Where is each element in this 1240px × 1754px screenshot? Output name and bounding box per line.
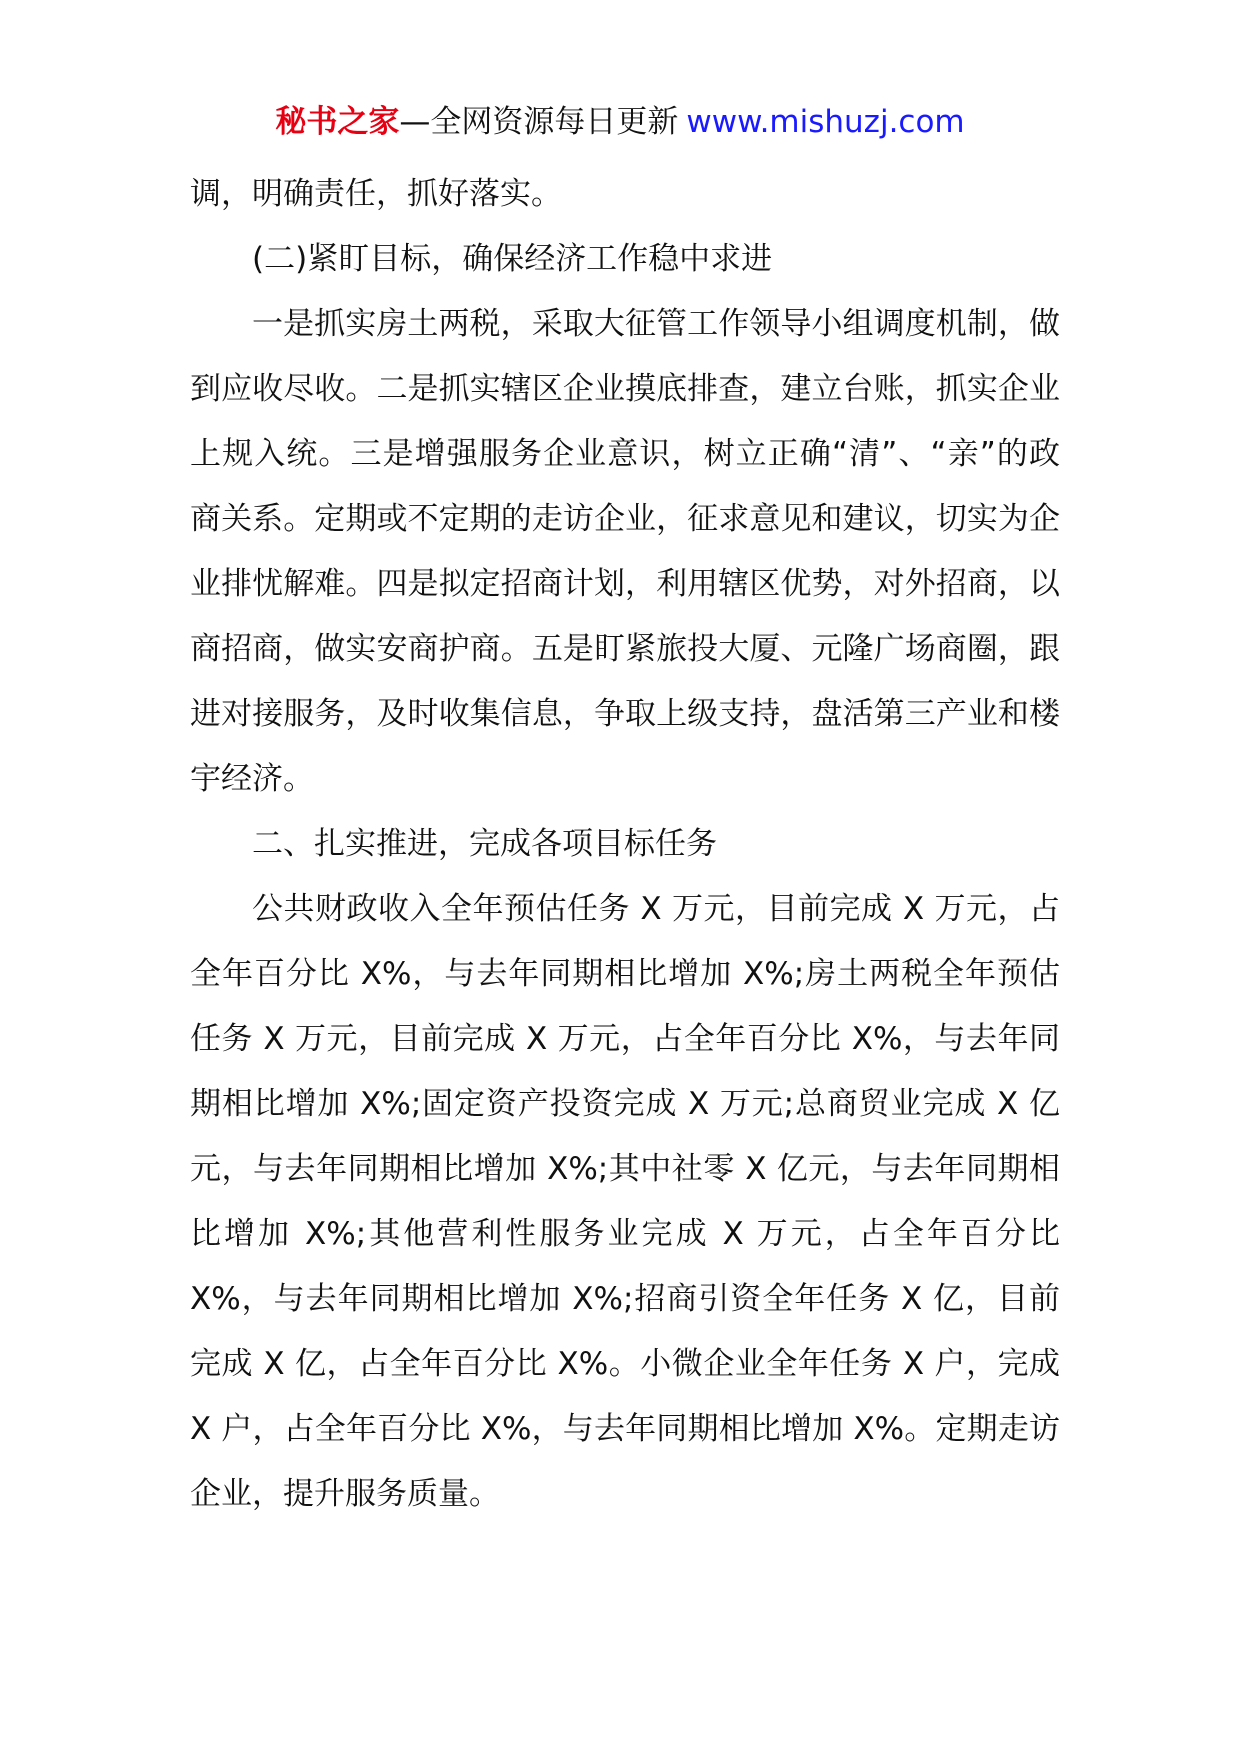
section-subheading: (二)紧盯目标，确保经济工作稳中求进 — [252, 241, 773, 277]
brand-name: 秘书之家 — [275, 104, 400, 140]
header-tagline: —全网资源每日更新 — [399, 104, 679, 140]
paragraph-continuation: 调，明确责任，抓好落实。 — [190, 176, 562, 212]
section-heading: 二、扎实推进，完成各项目标任务 — [252, 826, 717, 862]
page-header — [0, 100, 1240, 144]
document-body — [190, 162, 1060, 1527]
site-url-link[interactable]: www.mishuzj.com — [686, 104, 965, 140]
paragraph: 公共财政收入全年预估任务 X 万元，目前完成 X 万元，占全年百分比 X%，与去年同期相比增加 X%;房土两税全年预估任务 X 万元，目前完成 X 万元，占全年百分比 X%，与去年同期相比增加 X%;固定资产投资完成 X 万元;总商贸业完成 X 亿元，与去年同期相比增加 X%;其中社零 X 亿元，与去年同期相比增加 X%;其他营利性服务业完成 X 万元，占全年百分比 X%，与去年同期相比增加 X%;招商引资全年任务 X 亿，目前完成 X 亿，占全年百分比 X%。小微企业全年任务 X 户，完成 X 户，占全年百分比 X%，与去年同期相比增加 X%。定期走访企业，提升服务质量。 — [190, 891, 1060, 1512]
paragraph: 一是抓实房土两税，采取大征管工作领导小组调度机制，做到应收尽收。二是抓实辖区企业摸底排查，建立台账，抓实企业上规入统。三是增强服务企业意识，树立正确“清”、“亲”的政商关系。定期或不定期的走访企业，征求意见和建议，切实为企业排忧解难。四是拟定招商计划，利用辖区优势，对外招商，以商招商，做实安商护商。五是盯紧旅投大厦、元隆广场商圈，跟进对接服务，及时收集信息，争取上级支持，盘活第三产业和楼宇经济。 — [190, 306, 1060, 797]
